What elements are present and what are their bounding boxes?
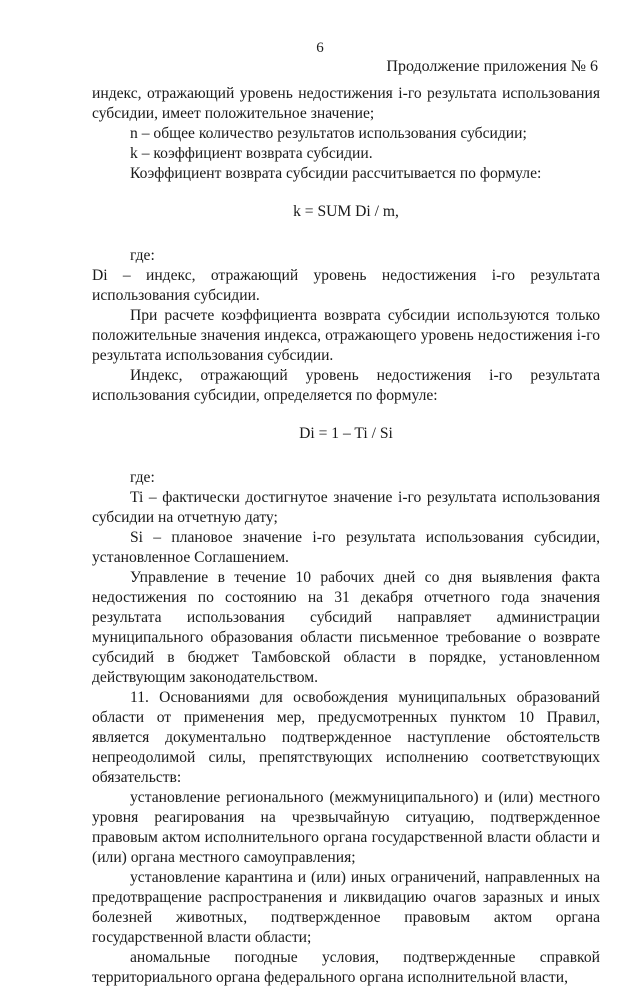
formula-index: Di = 1 – Ti / Si — [299, 425, 393, 442]
paragraph: Ti – фактически достигнутое значение i-го результата использования субсидии на отчетную дату; — [92, 489, 600, 526]
page-number: 6 — [316, 40, 324, 56]
document-body — [92, 84, 600, 988]
appendix-header: Продолжение приложения № 6 — [386, 58, 598, 75]
paragraph: Управление в течение 10 рабочих дней со дня выявления факта недостижения по состоянию на 31 декабря отчетного года значения результата использования субсидий направляет администрации муниципального образования области письменное требование о возврате субсидий в бюджет Тамбовской области в порядке, установленном действующим законодательством. — [92, 569, 600, 686]
paragraph: где: — [130, 469, 155, 486]
paragraph: Коэффициент возврата субсидии рассчитывается по формуле: — [130, 165, 542, 182]
paragraph: установление регионального (межмуниципального) и (или) местного уровня реагирования на чрезвычайную ситуацию, подтвержденное правовым актом исполнительного органа государственной власти области и (или) органа местного самоуправления; — [92, 789, 600, 866]
paragraph: При расчете коэффициента возврата субсидии используются только положительные значения индекса, отражающего уровень недостижения i-го результата использования субсидии. — [92, 307, 600, 364]
paragraph: Di – индекс, отражающий уровень недостижения i-го результата использования субсидии. — [92, 267, 600, 304]
paragraph: где: — [130, 247, 155, 264]
paragraph: 11. Основаниями для освобождения муниципальных образований области от применения мер, предусмотренных пунктом 10 Правил, является документально подтвержденное наступление обстоятельств непреодолимой силы, препятствующих исполнению соответствующих обязательств: — [92, 689, 600, 786]
paragraph: установление карантина и (или) иных ограничений, направленных на предотвращение распространения и ликвидацию очагов заразных и иных болезней животных, подтвержденное правовым актом органа государственной власти области; — [92, 869, 600, 946]
formula-coefficient: k = SUM Di / m, — [293, 203, 399, 220]
paragraph: Индекс, отражающий уровень недостижения i-го результата использования субсидии, определяется по формуле: — [92, 367, 600, 404]
paragraph: n – общее количество результатов использования субсидии; — [130, 125, 527, 142]
paragraph: индекс, отражающий уровень недостижения i-го результата использования субсидии, имеет положительное значение; — [92, 85, 600, 122]
paragraph: Si – плановое значение i-го результата использования субсидии, установленное Соглашением. — [92, 529, 600, 566]
paragraph: k – коэффициент возврата субсидии. — [130, 145, 373, 162]
paragraph: аномальные погодные условия, подтвержденные справкой территориального органа федерального органа исполнительной власти, — [92, 949, 600, 986]
